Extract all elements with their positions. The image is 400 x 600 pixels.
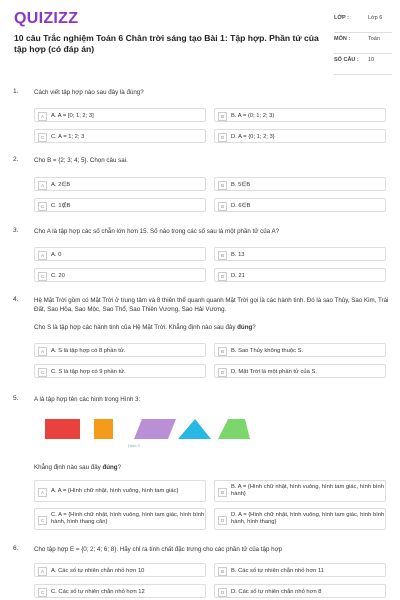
quizizz-logo[interactable]: QUIZIZZ	[14, 10, 79, 27]
option-text: A. A = {Hình chữ nhật, hình vuông, hình tam giác}	[51, 488, 179, 494]
option-c[interactable]	[34, 508, 206, 530]
option-c[interactable]	[34, 364, 206, 378]
option-text: A. 0	[51, 251, 62, 258]
question-text: Cho B = {2; 3; 4; 5}. Chọn câu sai.	[34, 157, 128, 164]
figure-3-shapes	[44, 417, 284, 457]
option-a[interactable]	[34, 247, 206, 261]
option-letter: A	[38, 567, 47, 576]
question-subtext-prefix: Khẳng định nào sau đây	[34, 464, 103, 471]
meta-subject-value: Toán	[368, 36, 380, 42]
triangle-shape	[178, 419, 211, 439]
worksheet-meta	[334, 12, 392, 75]
meta-count-row	[334, 54, 392, 75]
question-subtext-suffix: ?	[117, 464, 122, 471]
question-number: 5.	[13, 395, 19, 402]
trapezoid-shape	[218, 419, 250, 439]
option-text: A. A = [0; 1; 2; 3]	[51, 112, 94, 119]
option-letter: B	[218, 251, 227, 260]
question-text: Hệ Mặt Trời gồm có Mặt Trời ở trung tâm và 8 thiên thể quanh quanh Mặt Trời gọi là các hành tinh. Đó là sao Thủy, Sao Kim, Trái Đất, Sao Hỏa, Sao Mộc, Sao Thổ, Sao Thiên Vương, Sao Hải Vương.	[34, 297, 389, 313]
meta-class-value: Lớp 6	[368, 15, 383, 21]
option-text: D. 21	[231, 272, 245, 279]
option-c[interactable]	[34, 268, 206, 282]
option-letter: B	[218, 112, 227, 121]
option-text: D. 6∈B	[231, 202, 251, 209]
option-letter: D	[218, 516, 227, 525]
question-number: 2.	[13, 156, 19, 163]
option-text: C. 1∉B	[51, 202, 71, 209]
question-text: Cho A là tập hợp các số chẵn lớn hơn 15. Số nào trong các số sau là một phần tử của A?	[34, 228, 280, 235]
option-letter: C	[38, 202, 47, 211]
rectangle-shape	[45, 419, 80, 439]
option-text: B. 5∈B	[231, 181, 251, 188]
parallelogram-shape	[134, 419, 176, 439]
option-text: D. Mặt Trời là một phần tử của S.	[231, 368, 317, 375]
option-b[interactable]	[214, 177, 386, 191]
option-c[interactable]	[34, 129, 206, 143]
option-letter: C	[38, 516, 47, 525]
option-b[interactable]	[214, 563, 386, 577]
meta-class-label: LỚP :	[334, 15, 349, 21]
meta-count-value: 10	[368, 57, 375, 63]
option-text: C. A = {Hình chữ nhật, hình vuông, hình tam giác, hình bình hành, hình thang cân}	[51, 512, 205, 525]
option-d[interactable]	[214, 129, 386, 143]
option-letter: A	[38, 251, 47, 260]
question-text: Cho tập hợp E = {0; 2; 4; 6; 8}. Hãy chỉ ra tính chất đặc trưng cho các phần tử của tập hợp	[34, 546, 283, 553]
question-subtext-emphasis: đúng	[102, 464, 118, 471]
meta-count-label: SỐ CÂU :	[334, 57, 359, 63]
option-text: B. Sao Thủy không thuộc S.	[231, 347, 304, 354]
question-text: A là tập hợp tên các hình trong Hình 3:	[34, 396, 141, 403]
option-text: B. 13	[231, 251, 245, 258]
option-text: C. Các số tự nhiên chẵn nhỏ hơn 12	[51, 588, 145, 595]
option-text: C. 20	[51, 272, 65, 279]
question-subtext-emphasis: đúng	[237, 324, 253, 331]
question-number: 1.	[13, 88, 19, 95]
option-c[interactable]	[34, 584, 206, 598]
option-letter: A	[38, 181, 47, 190]
meta-subject-row	[334, 33, 392, 54]
option-letter: D	[218, 202, 227, 211]
option-letter: D	[218, 272, 227, 281]
option-letter: C	[38, 133, 47, 142]
option-letter: D	[218, 588, 227, 597]
option-letter: D	[218, 368, 227, 377]
option-text: B. A = (0; 1; 2; 3)	[231, 112, 275, 119]
question-text: Cách viết tập hợp nào sau đây là đúng?	[34, 89, 144, 96]
option-letter: B	[218, 347, 227, 356]
question-subtext	[34, 323, 390, 332]
option-letter: B	[218, 181, 227, 190]
option-letter: D	[218, 133, 227, 142]
option-letter: C	[38, 272, 47, 281]
option-a[interactable]	[34, 480, 206, 502]
option-text: D. A = {0; 1; 2; 3}	[231, 133, 275, 140]
option-b[interactable]	[214, 247, 386, 261]
option-text: A. Các số tự nhiên chẵn nhỏ hơn 10	[51, 567, 145, 574]
worksheet-header	[0, 0, 400, 76]
option-d[interactable]	[214, 508, 386, 530]
question-number: 4.	[13, 296, 19, 303]
question-subtext-prefix: Cho S là tập hợp các hành tinh của Hệ Mặt Trời. Khẳng định nào sau đây	[34, 324, 238, 331]
option-letter: B	[218, 567, 227, 576]
option-b[interactable]	[214, 108, 386, 122]
option-text: A. 2∈B	[51, 181, 71, 188]
option-a[interactable]	[34, 177, 206, 191]
meta-class-row	[334, 12, 392, 33]
option-text: C. S là tập hợp có 9 phần tử.	[51, 368, 126, 375]
option-text: C. A = 1; 2; 3	[51, 133, 85, 140]
option-letter: A	[38, 488, 47, 497]
worksheet-title: 10 câu Trắc nghiệm Toán 6 Chân trời sáng tạo Bài 1: Tập hợp. Phần tử của tập hợp (có đáp án)	[14, 33, 319, 54]
option-text: D. A = {Hình chữ nhật, hình vuông, hình tam giác, hình bình hành, hình thang}	[231, 512, 385, 525]
option-d[interactable]	[214, 584, 386, 598]
option-text: B. A = {Hình chữ nhật, hình vuông, hình tam giác, hình bình hành}	[231, 484, 384, 497]
square-shape	[94, 419, 113, 439]
option-letter: A	[38, 347, 47, 356]
option-b[interactable]	[214, 343, 386, 357]
option-text: A. S là tập hợp có 8 phần tử.	[51, 347, 126, 354]
question-number: 6.	[13, 545, 19, 552]
figure-caption: Hình 3	[128, 443, 140, 448]
meta-subject-label: MÔN :	[334, 36, 351, 42]
option-a[interactable]	[34, 563, 206, 577]
option-b[interactable]	[214, 480, 386, 502]
option-text: D. Các số tự nhiên chẵn nhỏ hơn 8	[231, 588, 322, 595]
question-subtext-suffix: ?	[252, 324, 256, 331]
question-subtext	[34, 463, 390, 472]
option-letter: C	[38, 368, 47, 377]
option-a[interactable]	[34, 108, 206, 122]
option-letter: A	[38, 112, 47, 121]
question-number: 3.	[13, 227, 19, 234]
option-text: B. Các số tự nhiên chẵn nhỏ hơn 11	[231, 567, 324, 574]
option-a[interactable]	[34, 343, 206, 357]
option-letter: C	[38, 588, 47, 597]
option-d[interactable]	[214, 268, 386, 282]
option-d[interactable]	[214, 364, 386, 378]
option-c[interactable]	[34, 198, 206, 212]
option-d[interactable]	[214, 198, 386, 212]
option-letter: B	[218, 488, 227, 497]
